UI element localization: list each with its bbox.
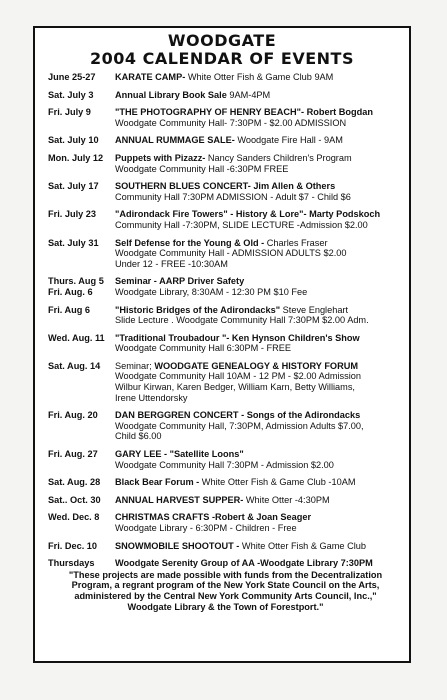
event-body	[115, 90, 403, 101]
event-prefix: Seminar;	[115, 360, 155, 371]
event-date	[48, 333, 115, 354]
event-info-line: Woodgate Community Hall 10AM - 12 PM - $2.00 Admission	[115, 371, 361, 382]
event-first-line	[115, 410, 403, 421]
event-row	[48, 276, 403, 297]
event-headline: SNOWMOBILE SHOOTOUT -	[115, 540, 240, 551]
event-row	[48, 72, 403, 83]
event-first-line	[115, 361, 403, 372]
event-info-line: Community Hall -7:30PM, SLIDE LECTURE -Admission $2.00	[115, 219, 368, 230]
event-date	[48, 449, 115, 470]
event-detail: Charles Fraser	[264, 237, 328, 248]
event-headline: "Historic Bridges of the Adirondacks"	[115, 304, 281, 315]
event-date-text: Mon. July 12	[48, 152, 104, 163]
event-detail: Nancy Sanders Children's Program	[205, 152, 352, 163]
event-list	[48, 72, 403, 612]
event-first-line	[115, 333, 403, 344]
event-date-text: Wed. Aug. 11	[48, 332, 105, 343]
event-headline: DAN BERGGREN CONCERT - Songs of the Adirondacks	[115, 410, 361, 421]
event-headline: "THE PHOTOGRAPHY OF HENRY BEACH"- Robert Bogdan	[115, 107, 373, 118]
event-date	[48, 181, 115, 202]
event-row	[48, 410, 403, 442]
event-date	[48, 361, 115, 403]
event-date-text: Wed. Dec. 8	[48, 512, 100, 523]
event-first-line	[115, 209, 403, 220]
event-date	[48, 495, 115, 506]
event-info-line: Slide Lecture . Woodgate Community Hall 7:30PM $2.00 Adm.	[115, 315, 369, 326]
event-detail: Woodgate Fire Hall - 9AM	[234, 135, 343, 146]
event-info-line: Woodgate Community Hall- 7:30PM - $2.00 ADMISSION	[115, 117, 347, 128]
footer-event-row	[48, 558, 403, 569]
event-date	[48, 238, 115, 270]
event-headline: CHRISTMAS CRAFTS -Robert & Joan Seager	[115, 512, 312, 523]
event-headline: Self Defense for the Young & Old -	[115, 237, 265, 248]
event-row	[48, 238, 403, 270]
event-headline: GARY LEE - "Satellite Loons"	[115, 449, 244, 460]
event-body	[115, 361, 403, 403]
title-line-1: WOODGATE	[167, 31, 277, 50]
event-first-line	[115, 135, 403, 146]
event-body	[115, 153, 403, 174]
event-first-line	[115, 181, 403, 192]
event-date-text: Sat. Aug. 28	[48, 477, 101, 488]
event-date-text: Fri. Aug 6	[48, 304, 91, 315]
funding-note	[48, 570, 403, 612]
calendar-title	[35, 32, 409, 68]
event-date	[48, 410, 115, 442]
event-body	[115, 305, 403, 326]
event-row	[48, 209, 403, 230]
event-date	[48, 90, 115, 101]
event-first-line	[115, 477, 403, 488]
event-date-text: Thurs. Aug 5	[48, 276, 104, 287]
event-date-text: Sat. July 3	[48, 89, 94, 100]
event-detail: White Otter Fish & Game Club 9AM	[185, 72, 334, 82]
event-row	[48, 449, 403, 470]
title-line-2: 2004 CALENDAR OF EVENTS	[90, 49, 354, 68]
footer-date: Thursdays	[48, 558, 95, 569]
funding-note-line: Woodgate Library & the Town of Forestport."	[127, 601, 324, 612]
funding-note-line: "These projects are made possible with funds from the Decentralization	[68, 569, 383, 580]
event-date-text: June 25-27	[48, 72, 96, 82]
event-headline: Black Bear Forum -	[115, 477, 200, 488]
event-info-line: Woodgate Community Hall, 7:30PM, Admission Adults $7.00,	[115, 420, 364, 431]
event-date-text: Fri. Aug. 20	[48, 410, 98, 421]
event-first-line	[115, 90, 403, 101]
event-row	[48, 107, 403, 128]
footer-text: Woodgate Serenity Group of AA -Woodgate Library 7:30PM	[115, 558, 373, 569]
event-row	[48, 135, 403, 146]
event-body	[115, 72, 403, 83]
event-date	[48, 135, 115, 146]
event-date-text: Fri. July 9	[48, 107, 91, 118]
event-date-text-2: Fri. Aug. 6	[48, 286, 93, 297]
event-date-text: Sat. July 31	[48, 237, 99, 248]
event-date	[48, 512, 115, 533]
event-first-line	[115, 107, 403, 118]
event-headline: "Traditional Troubadour "- Ken Hynson Children's Show	[115, 332, 360, 343]
event-date-text: Fri. Aug. 27	[48, 449, 98, 460]
event-detail: White Otter Fish & Game Club	[239, 540, 366, 551]
calendar-frame	[33, 26, 411, 663]
event-first-line	[115, 449, 403, 460]
event-date	[48, 305, 115, 326]
event-row	[48, 495, 403, 506]
event-headline: Puppets with Pizazz-	[115, 152, 206, 163]
event-body	[115, 449, 403, 470]
event-headline: "Adirondack Fire Towers" - History & Lore"- Marty Podskoch	[115, 209, 381, 220]
event-body	[115, 410, 403, 442]
event-info-line: Irene Uttendorsky	[115, 392, 188, 403]
event-row	[48, 361, 403, 403]
event-date-text: Fri. Dec. 10	[48, 540, 98, 551]
event-date-text: Sat. Aug. 14	[48, 360, 101, 371]
event-row	[48, 305, 403, 326]
event-headline: SOUTHERN BLUES CONCERT- Jim Allen & Others	[115, 181, 336, 192]
event-row	[48, 90, 403, 101]
event-date-text: Sat. July 10	[48, 135, 99, 146]
event-info-line: Woodgate Library - 6:30PM - Children - Free	[115, 523, 297, 533]
event-headline: ANNUAL RUMMAGE SALE-	[115, 135, 235, 146]
event-date	[48, 477, 115, 488]
event-info-line: Woodgate Community Hall 7:30PM - Admission $2.00	[115, 459, 334, 470]
event-info-line: Woodgate Library, 8:30AM - 12:30 PM $10 Fee	[115, 286, 308, 297]
event-date	[48, 107, 115, 128]
event-date	[48, 276, 115, 297]
event-row	[48, 512, 403, 533]
event-info-line: Community Hall 7:30PM ADMISSION - Adult $7 - Child $6	[115, 191, 351, 202]
event-info-line: Woodgate Community Hall -6:30PM FREE	[115, 163, 289, 174]
event-body	[115, 512, 403, 533]
event-first-line	[115, 276, 403, 287]
event-headline: WOODGATE GENEALOGY & HISTORY FORUM	[154, 360, 358, 371]
event-body	[115, 181, 403, 202]
event-headline: ANNUAL HARVEST SUPPER-	[115, 494, 244, 505]
event-info-line: Child $6.00	[115, 431, 162, 442]
event-first-line	[115, 541, 403, 552]
event-first-line	[115, 238, 403, 249]
event-info-line: Wilbur Kirwan, Karen Bedger, William Karn, Betty Williams,	[115, 382, 355, 393]
event-date-text: Sat. July 17	[48, 181, 99, 192]
event-headline: Seminar - AARP Driver Safety	[115, 276, 245, 287]
event-info-line: Under 12 - FREE -10:30AM	[115, 258, 228, 269]
event-row	[48, 181, 403, 202]
event-body	[115, 238, 403, 270]
funding-note-line: Program, a regrant program of the New York State Council on the Arts,	[71, 580, 380, 591]
event-body	[115, 477, 403, 488]
event-body	[115, 209, 403, 230]
event-headline: KARATE CAMP-	[115, 72, 186, 82]
event-info-line: Woodgate Community Hall - ADMISSION ADULTS $2.00	[115, 248, 347, 259]
event-detail: Steve Englehart	[280, 304, 349, 315]
event-body	[115, 276, 403, 297]
event-detail: White Otter -4:30PM	[243, 494, 330, 505]
event-row	[48, 333, 403, 354]
event-body	[115, 107, 403, 128]
event-date	[48, 72, 115, 83]
event-first-line	[115, 495, 403, 506]
event-date-text: Sat.. Oct. 30	[48, 494, 101, 505]
event-date	[48, 153, 115, 174]
footer	[48, 558, 403, 612]
event-detail: 9AM-4PM	[226, 89, 271, 100]
event-row	[48, 541, 403, 552]
funding-note-line: administered by the Central New York Community Arts Council, Inc.,"	[74, 590, 377, 601]
event-date	[48, 209, 115, 230]
event-row	[48, 153, 403, 174]
event-first-line	[115, 305, 403, 316]
event-first-line	[115, 72, 403, 83]
event-info-line: Woodgate Community Hall 6:30PM - FREE	[115, 343, 291, 354]
event-detail: White Otter Fish & Game Club -10AM	[199, 477, 356, 488]
event-headline: Annual Library Book Sale	[115, 89, 227, 100]
event-date	[48, 541, 115, 552]
event-body	[115, 495, 403, 506]
event-date-text: Fri. July 23	[48, 209, 97, 220]
event-first-line	[115, 153, 403, 164]
event-first-line	[115, 512, 403, 523]
event-body	[115, 135, 403, 146]
event-row	[48, 477, 403, 488]
event-body	[115, 541, 403, 552]
event-body	[115, 333, 403, 354]
